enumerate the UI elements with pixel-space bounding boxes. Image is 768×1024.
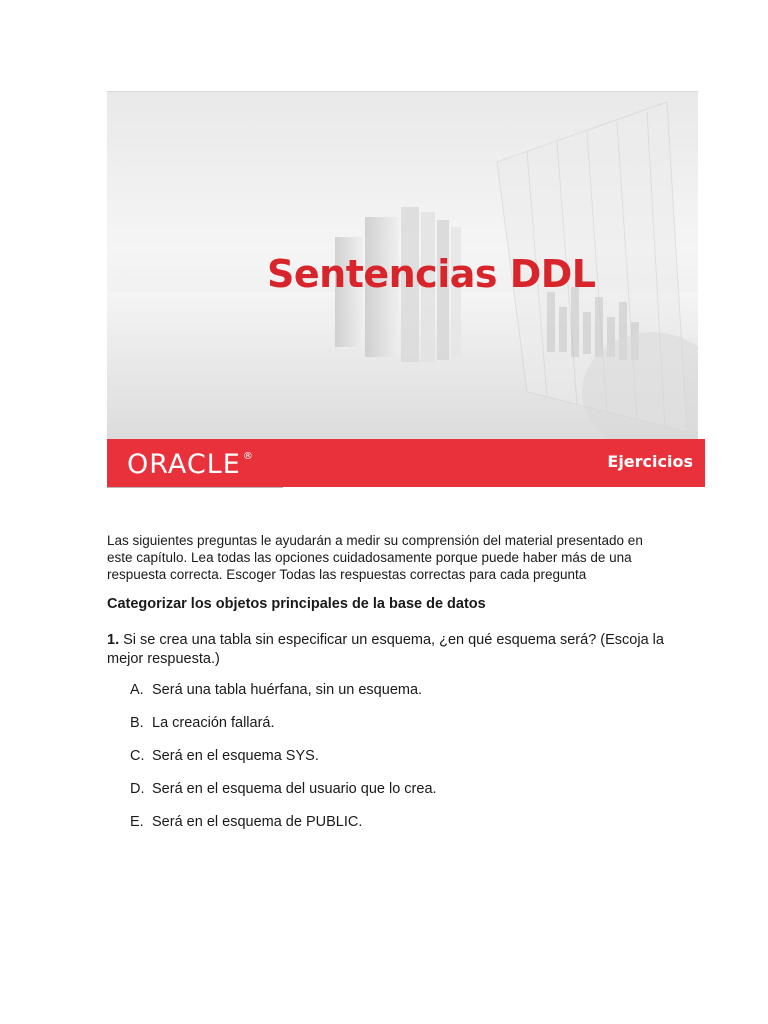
divider (107, 487, 283, 488)
banner-title: Sentencias DDL (267, 252, 596, 296)
answer-options (130, 681, 650, 846)
question-number: 1. (107, 632, 120, 648)
cover-banner (107, 91, 698, 440)
intro-paragraph: Las siguientes preguntas le ayudarán a medir su comprensión del material presentado en este capítulo. Lea todas las opciones cuidadosamente porque puede haber más de una respuesta correcta. Escoger Todas las respuestas correctas para cada pregunta (107, 533, 643, 582)
section-label: Ejercicios (607, 452, 693, 471)
option-e: E. Será en el esquema de PUBLIC. (130, 814, 363, 830)
option-d: D. Será en el esquema del usuario que lo crea. (130, 781, 437, 797)
question-1 (107, 631, 667, 669)
brand-bar (107, 439, 705, 487)
option-c: C. Será en el esquema SYS. (130, 748, 319, 764)
question-text: Si se crea una tabla sin especificar un esquema, ¿en qué esquema será? (Escoja la mejor respuesta.) (107, 632, 664, 667)
oracle-logo: ORACLE ® (127, 449, 254, 480)
option-a: A. Será una tabla huérfana, sin un esquema. (130, 682, 423, 698)
section-heading: Categorizar los objetos principales de la base de datos (107, 596, 486, 612)
option-b: B. La creación fallará. (130, 715, 275, 731)
